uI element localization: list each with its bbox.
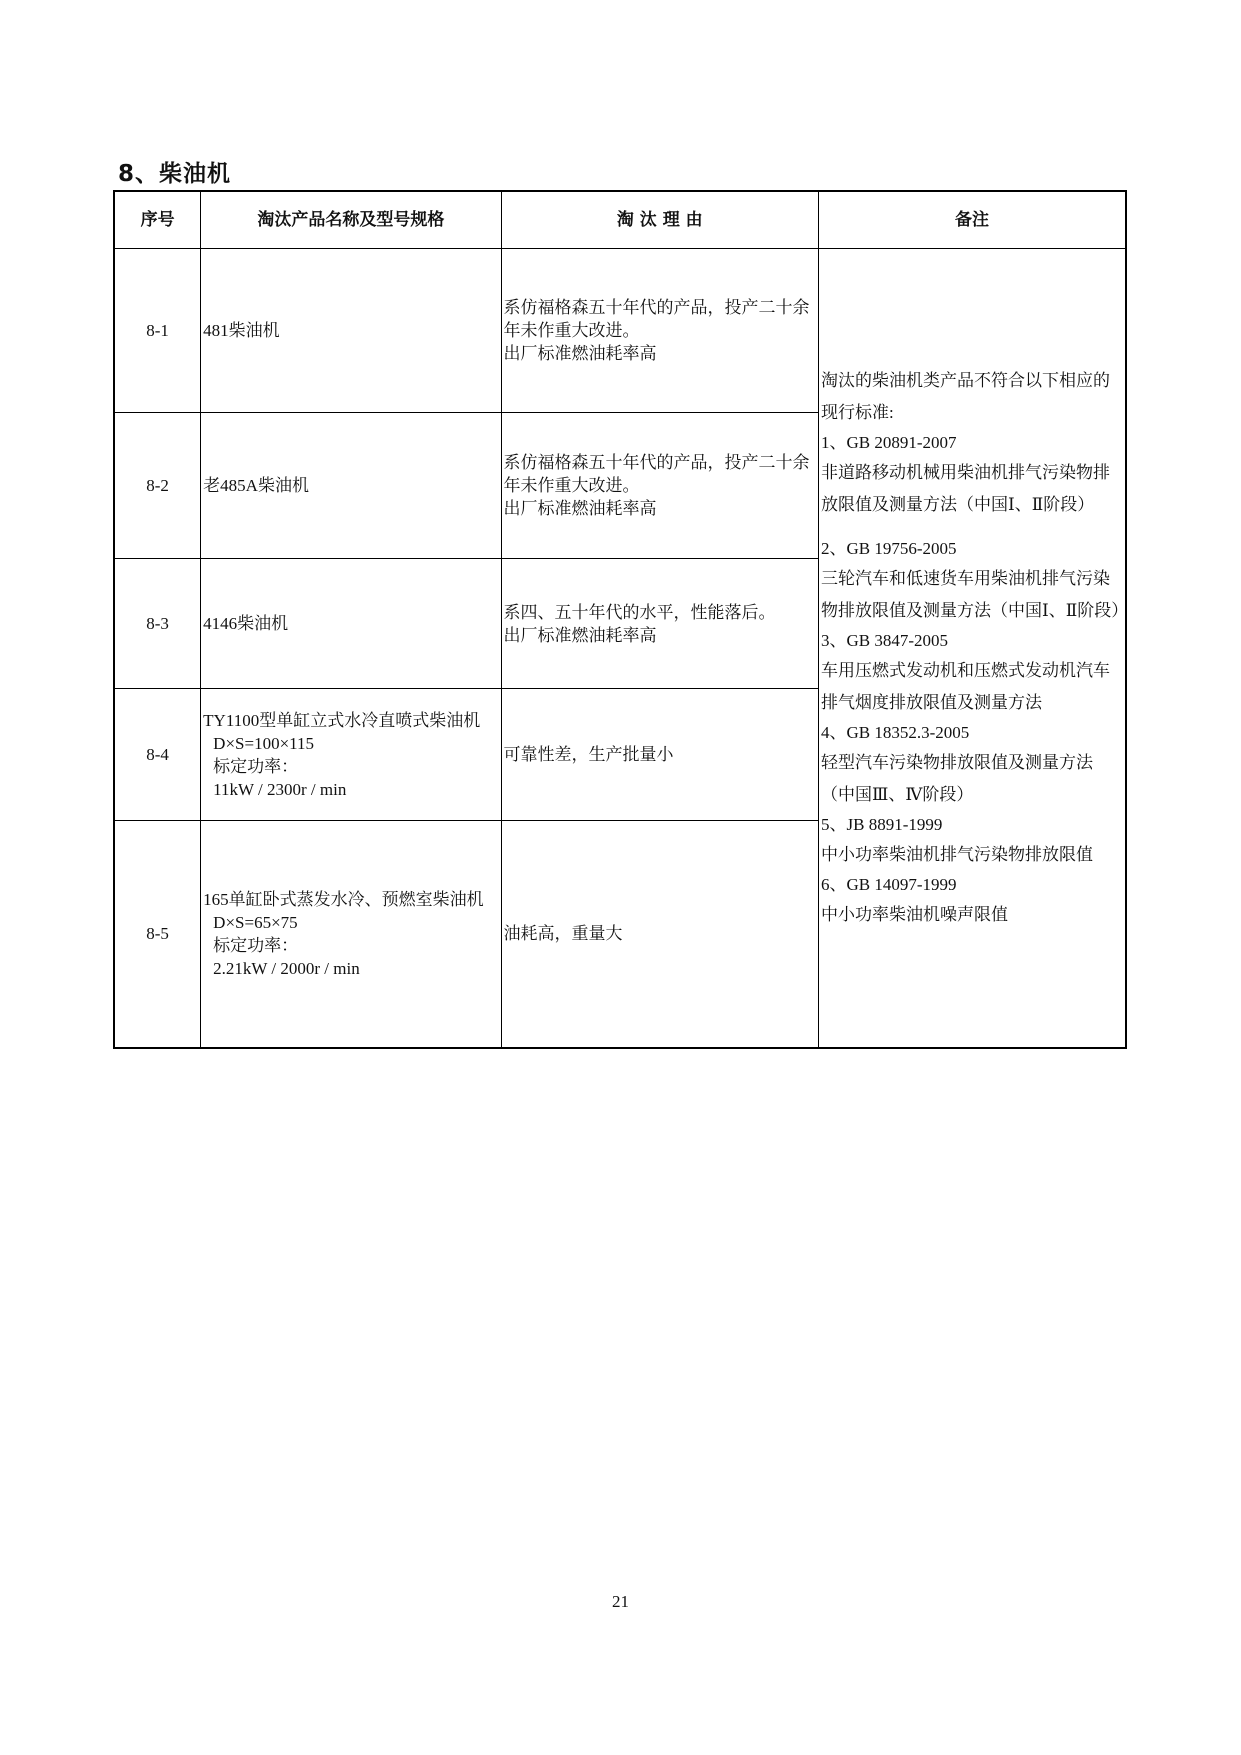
standard-item bbox=[821, 719, 1123, 811]
standard-code: 4、GB 18352.3-2005 bbox=[821, 722, 970, 742]
standard-name: 三轮汽车和低速货车用柴油机排气污染物排放限值及测量方法（中国Ⅰ、Ⅱ阶段） bbox=[821, 568, 1129, 620]
standard-item bbox=[821, 811, 1123, 871]
row-serial-number: 8-3 bbox=[114, 559, 201, 689]
row-reason bbox=[501, 689, 819, 821]
standard-name: 非道路移动机械用柴油机排气污染物排放限值及测量方法（中国Ⅰ、Ⅱ阶段） bbox=[821, 462, 1111, 514]
remarks-intro: 淘汰的柴油机类产品不符合以下相应的现行标准: bbox=[821, 370, 1111, 422]
standard-code: 1、GB 20891-2007 bbox=[821, 432, 957, 452]
standard-item bbox=[821, 429, 1123, 521]
product-name-line: 481柴油机 bbox=[203, 321, 280, 340]
standard-item bbox=[821, 627, 1123, 719]
reason-line: 系仿福格森五十年代的产品，投产二十余年未作重大改进。 bbox=[503, 298, 810, 340]
reason-line: 出厂标准燃油耗率高 bbox=[503, 499, 657, 518]
spec-line: D×S=100×115 bbox=[213, 733, 315, 753]
standard-code: 6、GB 14097-1999 bbox=[821, 874, 957, 894]
row-product-name bbox=[201, 821, 501, 1048]
eliminated-products-table bbox=[113, 190, 1127, 1049]
standard-code: 5、JB 8891-1999 bbox=[821, 814, 943, 834]
row-serial-number: 8-1 bbox=[114, 249, 201, 413]
row-product-name bbox=[201, 689, 501, 821]
standard-code: 3、GB 3847-2005 bbox=[821, 630, 949, 650]
reason-line: 油耗高，重量大 bbox=[503, 924, 623, 944]
header-product-name: 淘汰产品名称及型号规格 bbox=[201, 191, 501, 249]
spec-line: 2.21kW / 2000r / min bbox=[213, 958, 360, 978]
standard-item bbox=[821, 871, 1123, 931]
table-header-row bbox=[114, 191, 1126, 249]
remarks-cell bbox=[819, 249, 1129, 1048]
standard-name: 中小功率柴油机噪声限值 bbox=[821, 904, 1009, 924]
row-reason bbox=[501, 249, 819, 413]
row-reason bbox=[501, 413, 819, 559]
spec-line: 标定功率： bbox=[213, 756, 299, 776]
reason-line: 出厂标准燃油耗率高 bbox=[503, 625, 657, 645]
standard-name: 中小功率柴油机排气污染物排放限值 bbox=[821, 844, 1094, 864]
row-reason bbox=[501, 559, 819, 689]
standard-item bbox=[821, 535, 1129, 627]
row-product-name bbox=[201, 413, 501, 559]
row-serial-number: 8-4 bbox=[114, 689, 201, 821]
row-product-name bbox=[201, 559, 501, 689]
standard-name: 轻型汽车污染物排放限值及测量方法（中国Ⅲ、Ⅳ阶段） bbox=[821, 752, 1094, 804]
reason-line: 出厂标准燃油耗率高 bbox=[503, 344, 657, 363]
spec-line: 标定功率： bbox=[213, 935, 299, 955]
header-remarks: 备注 bbox=[819, 191, 1126, 249]
standard-name: 车用压燃式发动机和压燃式发动机汽车排气烟度排放限值及测量方法 bbox=[821, 660, 1111, 712]
row-product-name bbox=[201, 249, 501, 413]
row-serial-number: 8-5 bbox=[114, 821, 201, 1048]
row-serial-number: 8-2 bbox=[114, 413, 201, 559]
header-serial-number: 序号 bbox=[114, 191, 201, 249]
spec-line: D×S=65×75 bbox=[213, 912, 298, 932]
header-reason: 淘 汰 理 由 bbox=[501, 191, 819, 249]
product-name-line: 老485A柴油机 bbox=[203, 476, 309, 495]
reason-line: 系四、五十年代的水平，性能落后。 bbox=[503, 602, 776, 622]
spec-line: 11kW / 2300r / min bbox=[213, 779, 347, 799]
table-row bbox=[114, 249, 1126, 413]
page-number: 21 bbox=[612, 1592, 629, 1611]
section-title: 8、柴油机 bbox=[118, 161, 232, 187]
standard-code: 2、GB 19756-2005 bbox=[821, 538, 957, 558]
reason-line: 系仿福格森五十年代的产品，投产二十余年未作重大改进。 bbox=[503, 453, 810, 495]
product-name-line: TY1100型单缸立式水冷直喷式柴油机 bbox=[203, 710, 481, 730]
row-reason bbox=[501, 821, 819, 1048]
product-name-line: 165单缸卧式蒸发水冷、预燃室柴油机 bbox=[203, 889, 484, 909]
product-name-line: 4146柴油机 bbox=[203, 614, 289, 633]
reason-line: 可靠性差，生产批量小 bbox=[503, 745, 674, 764]
